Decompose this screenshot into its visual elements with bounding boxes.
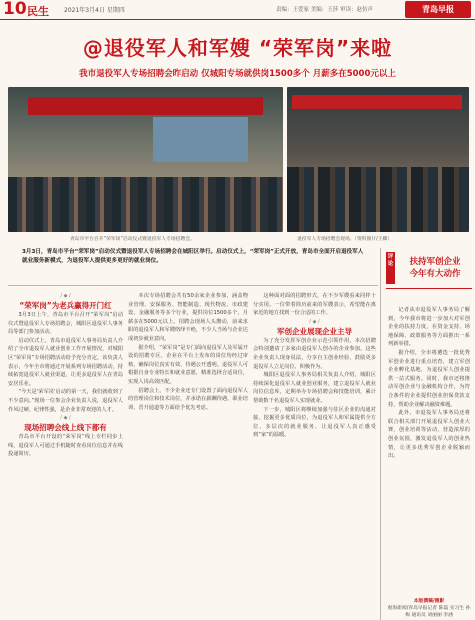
issue-date: 2021年3月4日 星期四 [64,7,125,14]
section-heading: 现场招聘会线上线下都有 [24,423,107,433]
section-marker: / ◆ / [60,415,71,422]
section-name: 民生 [27,5,49,18]
paragraph: 记者从市退役军人事务局了解到，今年我市将进一步加大对军创企业的扶持力度，在资金支持、场地保障、政策服务等方面推出一系列新举措。 [388,307,470,348]
lead-paragraph: 3月3日，青岛市平台“荣军岗”启动仪式暨退役军人专场招聘会在城阳区举行。启动仪式上，“荣军岗”正式开放，青岛市全面开启退役军人就业服务新模式，为退役军人提供更多更好的就业岗位。 [22,249,364,264]
paragraph: 这种面对面的招聘形式，在不少军嫂看来同样十分实用。一位带着简历前来的军嫂表示，希望能在离家近的地方找到一份合适的工作。 [253,293,376,317]
divider-horizontal [8,285,378,286]
page-credits [386,598,472,619]
photo-caption-left: 青岛市平台召开“荣军岗”启动仪式暨退役军人专场招聘会。 [70,237,195,242]
paragraph: 启动仪式上，青岛市退役军人事务局负责人介绍了全市退役军人就业创业工作开展情况，对城阳区“荣军岗”专场招聘活动给予充分肯定。该负责人表示，今年全市将通过开展系列专场招聘活动，持续拓宽退役军人就业渠道，让更多退役军人在青岛安居乐业。 [8,337,123,387]
audience-crowd [8,177,283,232]
section-marker: / ◆ / [309,318,320,325]
section-heading: “荣军岗”为老兵赢得开门红 [19,301,112,310]
photo-caption-right: 退役军人专场招聘会现场。（资料图片/王卿） [297,237,393,242]
photo-launch-ceremony [8,87,283,232]
booth-banner [292,95,462,109]
divider-vertical [380,248,381,620]
credits-text: 观海新闻/青岛早报记者 陈磊 实习生 孙梅 通讯员 刘丽丽 李涵 [387,606,471,618]
paragraph: 为了充分发挥军创企业示范引领作用，本次招聘会特别邀请了多家由退役军人创办的企业参加。这些企业负责人现身说法，分享自主创业经验，鼓励更多退役军人立足岗位、积极作为。 [253,337,376,370]
page-number: 10 [3,0,27,19]
comment-tag: 评论 [386,252,395,284]
side-divider [386,288,472,289]
section-marker: / ◆ / [60,293,71,299]
job-seekers-crowd [287,167,469,232]
page-header [0,0,475,20]
paragraph: 下一步，城阳区将继续加强与驻区企业的沟通对接，挖掘更多优质岗位，为退役军人和军属提供全方位、多层次的就业服务，让退役军人真正感受到“家”的温暖。 [253,406,376,439]
paragraph: 此外，市退役军人事务局还将联合相关部门开展退役军人创业大赛、创业培训等活动，营造浓厚的创业氛围，激发退役军人的创业热情，让更多优秀军创企业脱颖而出。 [388,410,470,460]
editors-line: 责编：王爱家 美编：王莎 审读：赵仿声 [276,7,373,13]
side-article-title: 扶持军创企业 [409,257,461,267]
side-article-body [388,306,470,604]
paragraph: 青岛市平台开设的“荣军岗”线上专栏同步上线，退役军人可通过手机随时查看岗位信息并在线投递简历。 [8,434,123,458]
article-column-1 [8,292,123,620]
credits-title: 本版撰稿/摄影 [413,599,445,604]
paragraph: 据介绍，“荣军岗”是专门面向退役军人及军属开设的招聘专区，企业在平台上发布的岗位均经过审核，确保岗位真实有效、待遇公开透明。退役军人可根据自身专业特长和就业意愿，精准选择合适岗位，实现人岗高效匹配。 [128,344,248,385]
paragraph: 3月3日上午，青岛市平台召开“荣军岗”启动仪式暨退役军人专场招聘会，城阳区退役军人事务局等部门参加活动。 [8,312,123,336]
newspaper-logo: 青岛早报 [405,1,471,18]
headline-subtitle: 我市退役军人专场招聘会昨启动 仅城阳专场就供岗1500多个 月薪多在5000元以上 [79,69,396,79]
paragraph: 据介绍，全市将遴选一批优秀军创企业进行重点培育，建立军创企业孵化基地，为退役军人创业提供一站式服务。同时，我市还将推动军创企业与金融机构合作，为符合条件的企业提供创业担保贷款支持，帮助企业解决融资难题。 [388,349,470,408]
paragraph: 城阳区退役军人事务局相关负责人介绍，城阳区持续深化退役军人就业创业服务，建立退役军人就业岗位信息库，定期举办专场招聘会和技能培训，累计帮助数千名退役军人实现就业。 [253,372,376,404]
section-heading: 军创企业展现企业主导 [277,326,352,336]
article-column-3 [253,292,376,620]
headline-title: @退役军人和军嫂 “荣军岗”来啦 [82,36,393,60]
article-column-2 [128,292,248,620]
photo-job-fair [287,87,469,232]
paragraph: “今天是‘荣军岗’启动的第一天，我们就收到了不少意向。”现场一位参会企业负责人说，退役军人作风过硬、纪律性强，是企业非常欢迎的人才。 [8,389,123,413]
paragraph: 招聘会上，不少企业还专门设置了面向退役军人的管理岗位和技术岗位，并承诺在薪酬待遇、职业培训、晋升通道等方面给予优先考虑。 [128,387,248,411]
side-article-title-line2: 今年有大动作 [409,269,461,279]
paragraph: 本次专场招聘会共有50余家企业参加，涵盖物业管理、安保服务、智能制造、现代物流、市政建设、金融服务等多个行业，提供岗位1500多个，月薪多在5000元以上。招聘会现场人头攒动，前来求职的退役军人和军嫂络绎不绝，不少人当场与企业达成初步就业意向。 [128,293,248,342]
stage-banner [28,97,263,115]
stage-screen [153,117,248,162]
